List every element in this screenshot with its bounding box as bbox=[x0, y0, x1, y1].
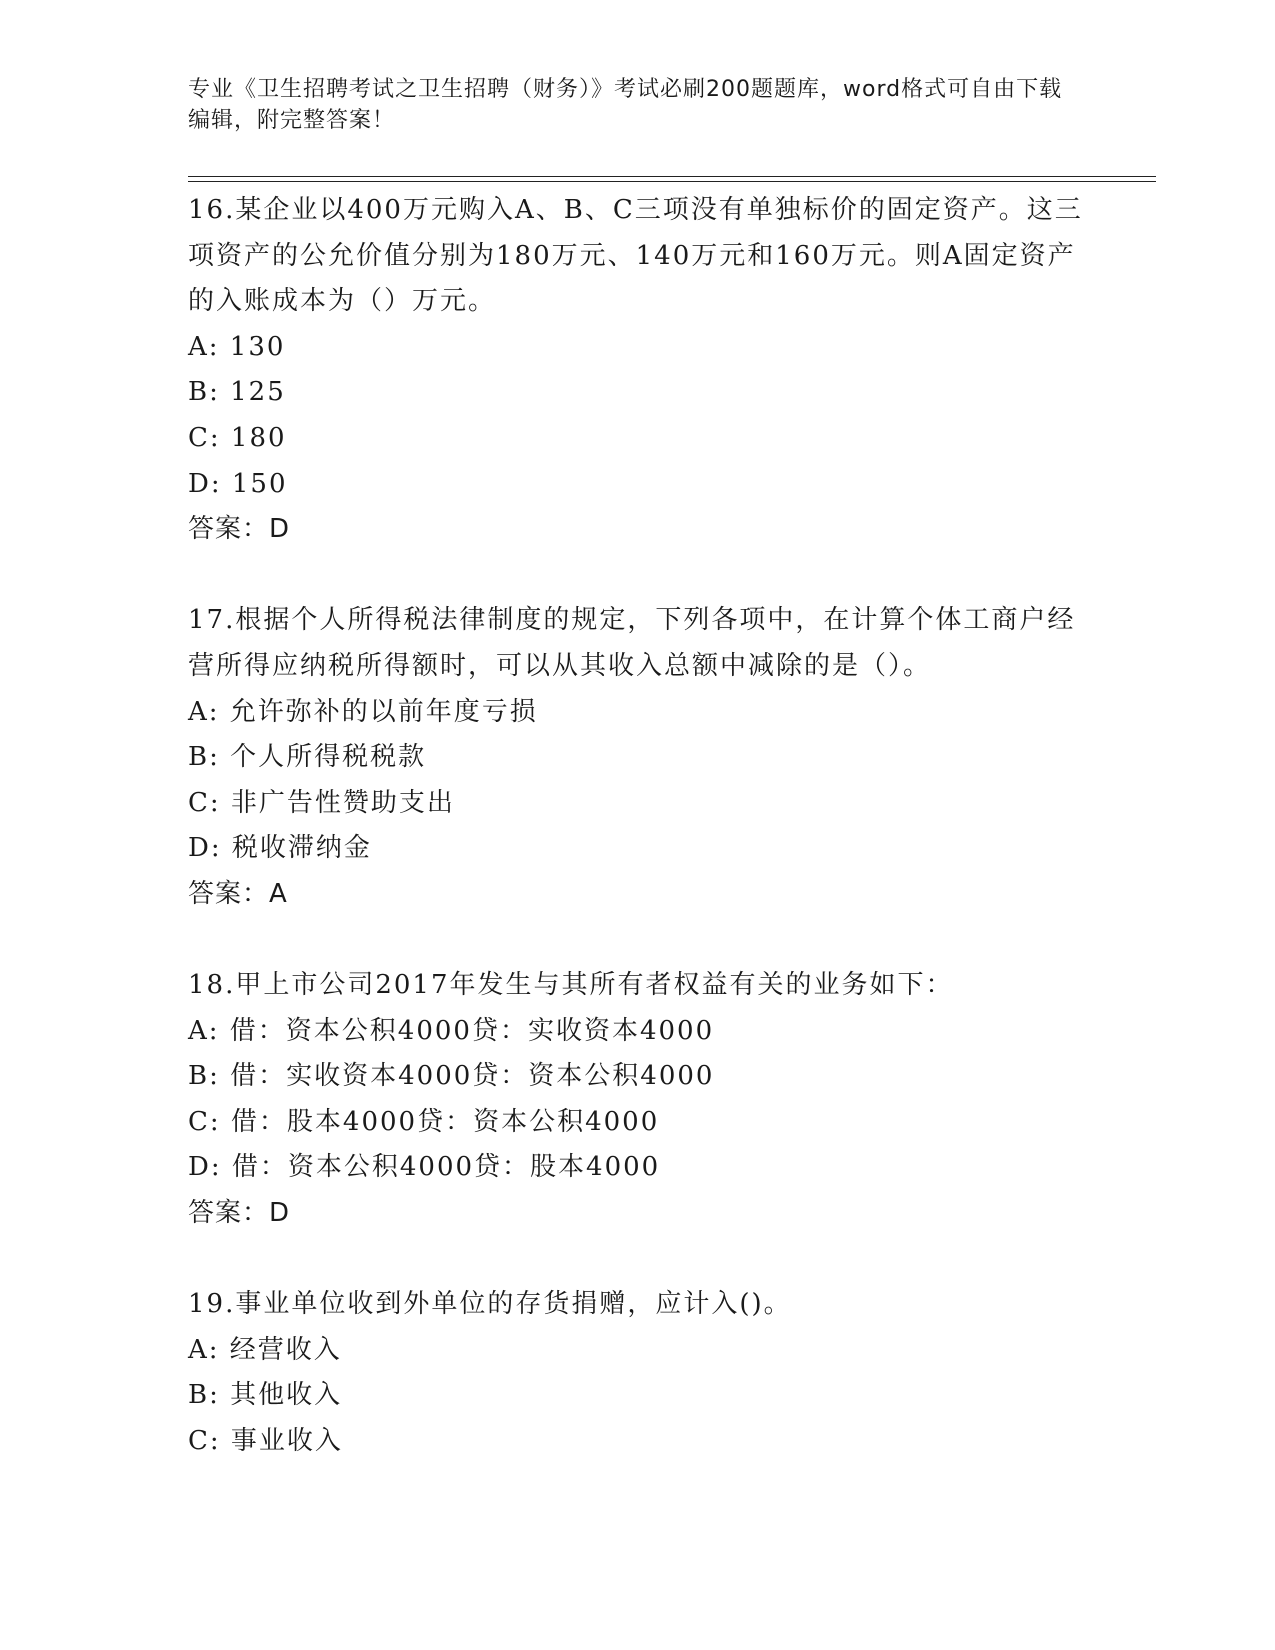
option-a: A: 允许弥补的以前年度亏损 bbox=[188, 696, 538, 727]
option-b: B: 借：实收资本4000贷：资本公积4000 bbox=[188, 1061, 715, 1092]
option-b: B: 125 bbox=[188, 377, 286, 408]
option-a: A: 借：资本公积4000贷：实收资本4000 bbox=[188, 1015, 715, 1046]
header-divider-top bbox=[188, 176, 1156, 177]
option-d: D: 150 bbox=[188, 468, 288, 499]
option-c: C: 借：股本4000贷：资本公积4000 bbox=[188, 1106, 660, 1137]
document-header: 专业《卫生招聘考试之卫生招聘（财务）》考试必刷200题题库，word格式可自由下载编辑，附完整答案！ bbox=[188, 77, 1063, 133]
option-b: B: 其他收入 bbox=[188, 1380, 343, 1411]
answer-line: 答案：D bbox=[188, 514, 291, 545]
option-c: C: 事业收入 bbox=[188, 1426, 343, 1457]
answer-line: 答案：A bbox=[188, 878, 288, 909]
answer-line: 答案：D bbox=[188, 1198, 291, 1229]
option-c: C: 非广告性赞助支出 bbox=[188, 787, 455, 818]
option-c: C: 180 bbox=[188, 422, 287, 453]
question-19 bbox=[188, 1282, 1088, 1464]
question-18 bbox=[188, 963, 1088, 1237]
option-b: B: 个人所得税税款 bbox=[188, 742, 427, 773]
option-a: A: 130 bbox=[188, 331, 286, 362]
option-d: D: 税收滞纳金 bbox=[188, 833, 372, 864]
question-stem: 16.某企业以400万元购入A、B、C三项没有单独标价的固定资产。这三项资产的公允价值分别为180万元、140万元和160万元。则A固定资产的入账成本为（）万元。 bbox=[188, 195, 1083, 317]
question-stem: 19.事业单位收到外单位的存货捐赠，应计入()。 bbox=[188, 1289, 792, 1320]
question-stem: 17.根据个人所得税法律制度的规定，下列各项中，在计算个体工商户经营所得应纳税所得额时，可以从其收入总额中减除的是（）。 bbox=[188, 605, 1076, 681]
question-17 bbox=[188, 598, 1088, 917]
option-a: A: 经营收入 bbox=[188, 1334, 342, 1365]
question-stem: 18.甲上市公司2017年发生与其所有者权益有关的业务如下： bbox=[188, 970, 954, 1001]
header-divider-bottom bbox=[188, 181, 1156, 182]
question-16 bbox=[188, 188, 1088, 553]
option-d: D: 借：资本公积4000贷：股本4000 bbox=[188, 1152, 661, 1183]
question-list bbox=[188, 188, 1088, 1465]
